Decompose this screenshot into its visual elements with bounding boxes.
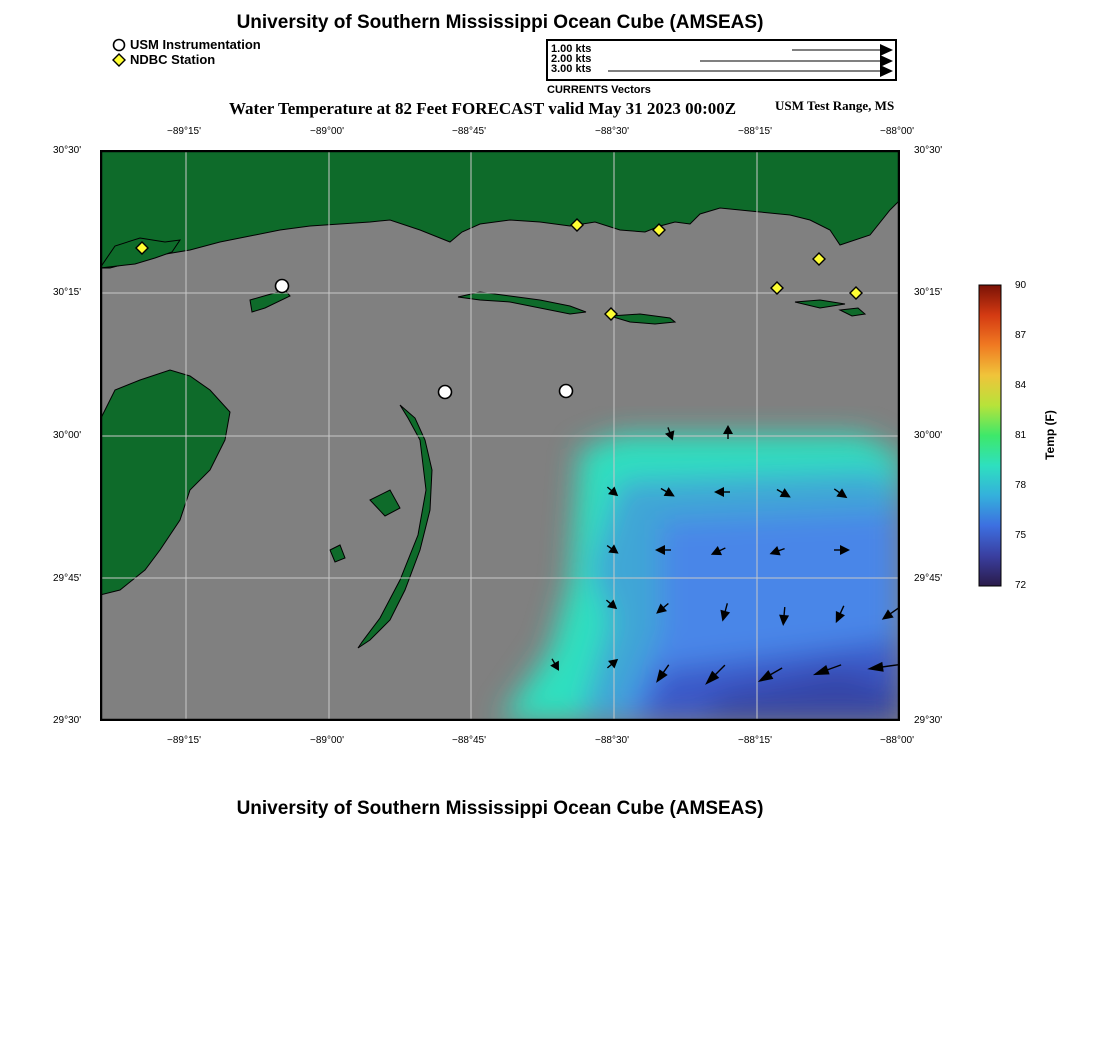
lat-tick-right: 30°15' (914, 287, 943, 298)
lat-tick-left: 30°15' (53, 287, 82, 298)
map-canvas (100, 150, 900, 721)
footer-title: University of Southern Mississippi Ocean Cube (AMSEAS) (236, 798, 764, 819)
lon-tick-bottom: −88°15' (738, 735, 772, 746)
lon-tick-top: −88°00' (880, 126, 914, 137)
vector-scale-row: 2.00 kts (551, 53, 592, 65)
vector-scale-arrows (548, 41, 895, 79)
lon-tick-top: −88°15' (738, 126, 772, 137)
usm-marker (439, 386, 452, 399)
colorbar-label: Temp (F) (1043, 410, 1057, 460)
colorbar-tick: 87 (1015, 330, 1027, 341)
diamond-icon (112, 53, 126, 67)
lon-tick-bottom: −89°00' (310, 735, 344, 746)
vector-scale-row: 3.00 kts (551, 63, 592, 75)
lat-tick-left: 30°30' (53, 145, 82, 156)
lat-tick-left: 30°00' (53, 430, 82, 441)
lat-tick-right: 29°45' (914, 573, 943, 584)
lat-tick-right: 30°30' (914, 145, 943, 156)
lon-tick-bottom: −88°00' (880, 735, 914, 746)
usm-marker (276, 280, 289, 293)
lon-tick-top: −88°45' (452, 126, 486, 137)
legend-usm (112, 37, 261, 52)
lon-tick-top: −89°15' (167, 126, 201, 137)
lat-tick-right: 30°00' (914, 430, 943, 441)
lon-tick-top: −88°30' (595, 126, 629, 137)
vector-scale-caption: CURRENTS Vectors (547, 84, 651, 96)
lat-tick-left: 29°45' (53, 573, 82, 584)
colorbar (978, 284, 1002, 588)
lon-tick-top: −89°00' (310, 126, 344, 137)
vector-scale-box (546, 39, 897, 81)
vector-scale-row: 1.00 kts (551, 43, 592, 55)
page-title: University of Southern Mississippi Ocean Cube (AMSEAS) (236, 12, 764, 33)
lon-tick-bottom: −88°30' (595, 735, 629, 746)
circle-icon (112, 38, 126, 52)
legend-ndbc (112, 52, 215, 67)
legend-ndbc-label: NDBC Station (130, 52, 216, 67)
colorbar-tick: 90 (1015, 280, 1027, 291)
lat-tick-right: 29°30' (914, 715, 943, 726)
colorbar-tick: 84 (1015, 380, 1027, 391)
colorbar-tick: 78 (1015, 480, 1027, 491)
colorbar-tick: 81 (1015, 430, 1027, 441)
lon-tick-bottom: −88°45' (452, 735, 486, 746)
colorbar-ticks (1007, 278, 1037, 598)
usm-marker (560, 385, 573, 398)
lon-tick-bottom: −89°15' (167, 735, 201, 746)
colorbar-tick: 72 (1015, 580, 1027, 591)
colorbar-tick: 75 (1015, 530, 1027, 541)
lat-tick-left: 29°30' (53, 715, 82, 726)
legend-usm-label: USM Instrumentation (130, 37, 261, 52)
map-region: USM Test Range, MS (775, 98, 895, 113)
map-subtitle: Water Temperature at 82 Feet FORECAST valid May 31 2023 00:00Z (229, 99, 737, 118)
